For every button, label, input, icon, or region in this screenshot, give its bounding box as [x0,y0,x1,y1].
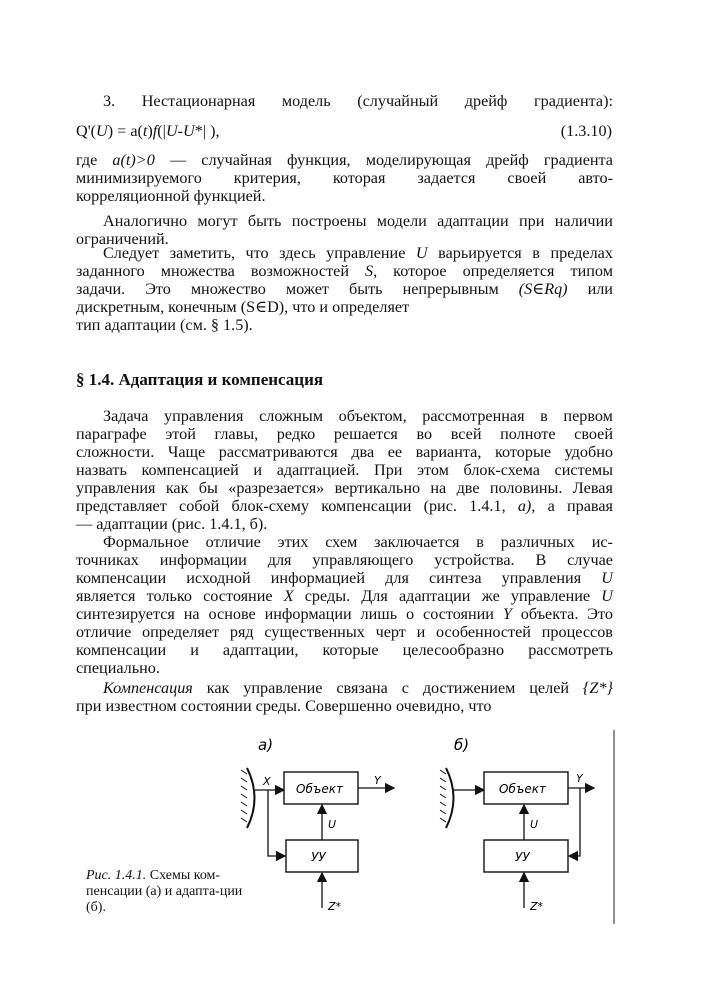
para5-line2: точниках информации для управляющего устройства. В случае [76,551,613,569]
x-feedforward-line [268,790,285,856]
y-label: Y [374,774,381,787]
section-heading: § 1.4. Адаптация и компенсация [76,370,324,389]
z-label: Z* [328,900,342,913]
equation: Q'(U) = a(t)f(|U-U*| ), [76,122,220,140]
para3-line4: дискретным, конечным (S∈D), что и определяет [76,298,410,316]
para5-line7: компенсации и адаптации, которые целесообразно рассмотреть [76,641,613,659]
controller-label: УУ [311,850,326,864]
para3-line2: заданного множества возможностей S, которое определяется типом [76,262,613,280]
diagram-a [241,736,394,913]
para1-line3: корреляционной функцией. [76,187,266,205]
object-label: Объект [499,782,546,796]
environment-wall-icon [247,768,255,828]
para5-line3: компенсации исходной информацией для синтеза управления U [76,569,613,587]
para2-line2: ограничений. [76,230,169,248]
para4-line6: представляет собой блок-схему компенсации (рис. 1.4.1, а), а правая [76,497,613,515]
diagram-b [440,736,594,913]
controller-label: УУ [515,850,530,864]
para6-line1: Компенсация как управление связана с достижением целей {Z*} [103,679,613,697]
environment-wall-icon [446,768,454,828]
y-label: Y [576,772,583,785]
para5-line4: является только состояние X среды. Для адаптации же управление U [76,587,613,605]
para1-line1: где a(t)>0 — случайная функция, моделирующая дрейф градиента [76,151,613,169]
para5-line5: синтезируется на основе информации лишь о состоянии Y объекта. Это [76,605,613,623]
diagram-b-label: б) [454,736,470,754]
para4-line5: управления как бы «разрезается» вертикально на две половины. Левая [76,479,613,497]
para4-line2: параграфе этой главы, редко решается во всей полноте своей [76,425,613,443]
y-feedback-line [569,788,580,856]
para1-line2: минимизируемого критерия, которая задается своей авто- [76,169,613,187]
para4-line1: Задача управления сложным объектом, рассмотренная в первом [103,407,613,425]
para4-line7: — адаптации (рис. 1.4.1, б). [76,515,268,533]
para4-line4: назвать компенсацией и адаптацией. При этом блок-схема системы [76,461,613,479]
para5-line1: Формальное отличие этих схем заключается в различных ис- [103,533,613,551]
x-label: X [263,775,271,788]
para2-line1: Аналогично могут быть построены модели адаптации при наличии [103,212,613,230]
para5-line6: отличие определяет ряд существенных черт и особенностей процессов [76,623,613,641]
para3-line3: задачи. Это множество может быть непрерывным (S∈Rq) или [76,280,613,298]
wall-hatch-icon [241,770,247,822]
para4-line3: сложности. Чаще рассматриваются два ее варианта, которые удобно [76,443,613,461]
figure-caption: Рис. 1.4.1. Схемы ком-пенсации (а) и адапта-ции (б). [86,868,243,915]
item3-line: 3. Нестационарная модель (случайный дрейф градиента): [103,92,613,110]
para3-line5: тип адаптации (см. § 1.5). [76,316,253,334]
para5-line8: специально. [76,659,160,677]
equation-number: (1.3.10) [560,122,612,140]
z-label: Z* [530,900,544,913]
para3-line1: Следует заметить, что здесь управление U варьируется в пределах [103,244,613,262]
diagram-a-label: а) [258,736,274,754]
u-label: U [328,818,337,831]
object-label: Объект [296,782,343,796]
block-diagram-figure [228,728,620,928]
para6-line2: при известном состоянии среды. Совершенно очевидно, что [76,697,492,715]
wall-hatch-icon [440,770,446,822]
u-label: U [530,818,539,831]
